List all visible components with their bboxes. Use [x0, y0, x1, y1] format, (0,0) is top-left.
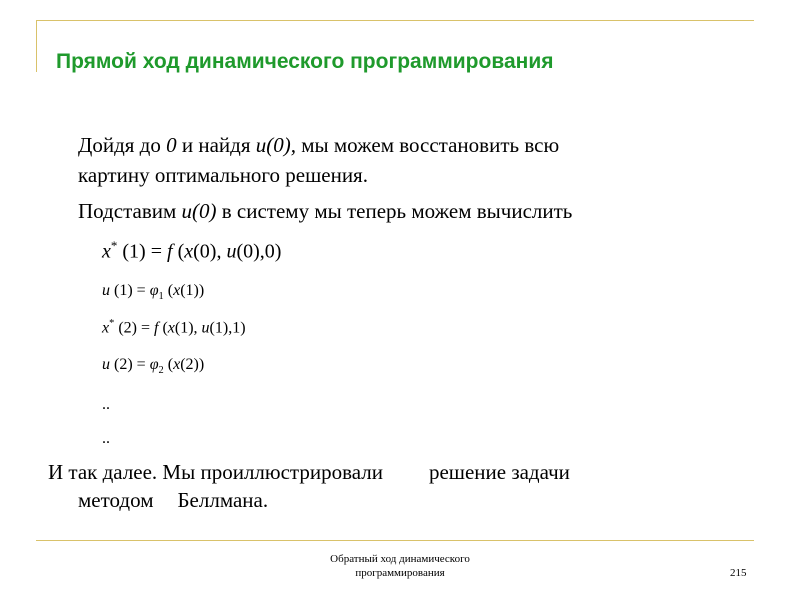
- p1-text-a: Дойдя до: [78, 133, 167, 157]
- p1-u0: u(0),: [255, 133, 296, 157]
- equation-1: x* (1) = f (x(0), u(0),0): [102, 238, 282, 263]
- paragraph-1-line-1: [78, 130, 559, 160]
- ellipsis-2: ..: [102, 430, 110, 447]
- conclusion-line-1: [48, 457, 570, 487]
- paragraph-1-line-2: картину оптимального решения.: [78, 163, 368, 187]
- equation-4: u $(2) = \varphi_2$ (x(2)): [102, 356, 205, 377]
- page-number: 215: [730, 567, 747, 579]
- p1-text-e: мы можем восстановить всю: [295, 133, 560, 157]
- conclusion-text-b: решение задачи: [428, 460, 570, 484]
- ellipsis-1: ..: [102, 396, 110, 413]
- p2-text-a: Подставим: [78, 199, 182, 223]
- conclusion-text-d: Беллмана.: [177, 488, 269, 512]
- equation-2: u $(1) = \varphi_1$ (x(1)): [102, 282, 205, 303]
- paragraph-2: [78, 196, 572, 226]
- top-rule: [36, 20, 754, 21]
- conclusion-text-a: И так далее. Мы проиллюстрировали: [48, 460, 383, 484]
- p2-text-c: в систему мы теперь можем вычислить: [216, 199, 573, 223]
- left-rule: [36, 20, 37, 72]
- equation-3: x* (2) = f (x(1), u(1),1): [102, 318, 246, 337]
- footer-line-2: программирования: [355, 567, 445, 579]
- conclusion-text-c: методом: [78, 488, 154, 512]
- slide-title: Прямой ход динамического программирования: [56, 50, 554, 73]
- footer-caption: [280, 552, 520, 580]
- p1-zero: 0: [166, 133, 177, 157]
- p1-text-c: и найдя: [176, 133, 256, 157]
- bottom-rule: [36, 540, 754, 541]
- p2-u0: u(0): [181, 199, 217, 223]
- conclusion-line-2: [78, 485, 268, 515]
- footer-line-1: Обратный ход динамического: [330, 553, 470, 565]
